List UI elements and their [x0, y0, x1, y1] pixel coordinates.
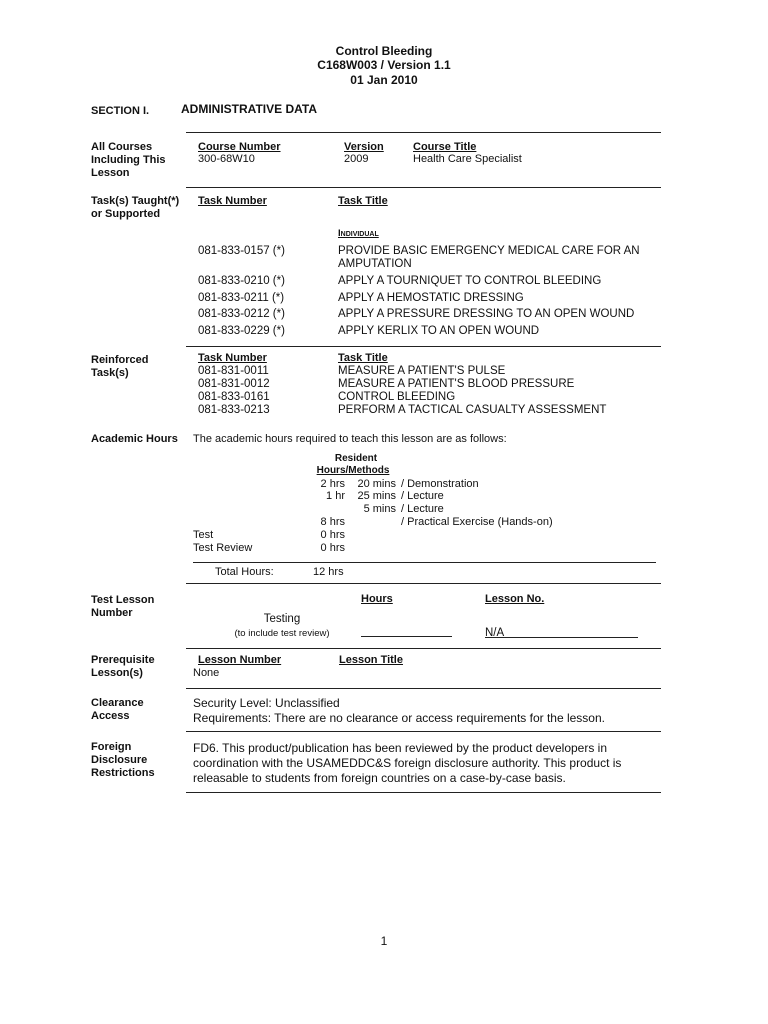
divider — [186, 688, 661, 689]
task-title-cont: AMPUTATION — [338, 258, 412, 270]
lesson-no-line — [485, 637, 638, 638]
prerequisite-label: Prerequisite Lesson(s) — [91, 654, 155, 679]
testing-label: Testing — [263, 613, 301, 625]
clearance-label: Clearance Access — [91, 697, 144, 722]
doc-version: C168W003 / Version 1.1 — [317, 58, 451, 72]
reinforced-task-number: 081-833-0213 — [198, 404, 270, 416]
minutes-value: 5 mins — [363, 503, 396, 515]
hours-blank-line — [361, 636, 452, 637]
hours-value: 2 hrs — [320, 478, 345, 490]
total-hours-label: Total Hours: — [215, 566, 274, 578]
clearance-requirements: Requirements: There are no clearance or access requirements for the lesson. — [193, 711, 605, 725]
reinforced-task-title: PERFORM A TACTICAL CASUALTY ASSESSMENT — [338, 404, 607, 416]
reinforced-task-number: 081-833-0161 — [198, 391, 270, 403]
testing-note: (to include test review) — [234, 628, 330, 639]
method-value: / Practical Exercise (Hands-on) — [401, 516, 553, 528]
method-value: / Demonstration — [401, 478, 479, 490]
lesson-no-value: N/A — [485, 627, 505, 639]
task-title: PROVIDE BASIC EMERGENCY MEDICAL CARE FOR AN — [338, 245, 640, 257]
divider — [186, 792, 661, 793]
test-row-name: Test — [193, 529, 214, 541]
task-number: 081-833-0212 (*) — [198, 308, 285, 320]
foreign-disclosure-line: coordination with the USAMEDDC&S foreign disclosure authority. This product is — [193, 756, 622, 770]
divider — [186, 187, 661, 188]
course-title-header: Course Title — [413, 141, 477, 153]
course-version: 2009 — [344, 153, 369, 165]
divider — [186, 346, 661, 347]
foreign-disclosure-line: releasable to students from foreign countries on a case-by-case basis. — [193, 771, 566, 785]
task-number-header: Task Number — [198, 195, 267, 207]
foreign-disclosure-label: Foreign Disclosure Restrictions — [91, 741, 155, 779]
reinforced-task-title: MEASURE A PATIENT'S BLOOD PRESSURE — [338, 378, 575, 390]
hours-methods-header: Hours/Methods — [316, 465, 390, 476]
tasks-label: Task(s) Taught(*) or Supported — [91, 195, 180, 220]
task-title: APPLY A PRESSURE DRESSING TO AN OPEN WOUND — [338, 308, 635, 320]
total-hours-value: 12 hrs — [313, 566, 344, 578]
reinforced-task-number: 081-831-0011 — [198, 365, 269, 377]
divider — [186, 583, 661, 584]
divider — [186, 731, 661, 732]
task-number: 081-833-0157 (*) — [198, 245, 285, 257]
hours-value: 1 hr — [326, 490, 345, 502]
lesson-title-header: Lesson Title — [339, 654, 403, 666]
method-value: / Lecture — [401, 503, 444, 515]
divider — [186, 648, 661, 649]
reinforced-task-number: 081-831-0012 — [198, 378, 270, 390]
reinforced-title-header: Task Title — [338, 352, 388, 364]
method-value: / Lecture — [401, 490, 444, 502]
minutes-value: 25 mins — [357, 490, 396, 502]
reinforced-task-title: CONTROL BLEEDING — [338, 391, 456, 403]
academic-label: Academic Hours — [91, 433, 178, 445]
foreign-disclosure-line: FD6. This product/publication has been reviewed by the product developers in — [193, 741, 608, 755]
task-title: APPLY A HEMOSTATIC DRESSING — [338, 292, 524, 304]
reinforced-task-title: MEASURE A PATIENT'S PULSE — [338, 365, 506, 377]
test-hours-header: Hours — [361, 593, 393, 605]
section-label: SECTION I. — [91, 105, 150, 117]
doc-date: 01 Jan 2010 — [350, 73, 418, 87]
course-number: 300-68W10 — [198, 153, 255, 165]
divider — [193, 562, 656, 563]
lesson-number-header: Lesson Number — [198, 654, 282, 666]
hours-value: 8 hrs — [320, 516, 345, 528]
security-level: Security Level: Unclassified — [193, 696, 340, 710]
task-title-header: Task Title — [338, 195, 388, 207]
task-number: 081-833-0229 (*) — [198, 325, 285, 337]
section-title: ADMINISTRATIVE DATA — [181, 102, 317, 116]
hours-value: 0 hrs — [320, 542, 345, 554]
test-lesson-label: Test Lesson Number — [91, 594, 155, 619]
course-number-header: Course Number — [198, 141, 281, 153]
academic-intro: The academic hours required to teach this lesson are as follows: — [193, 433, 507, 445]
task-title: APPLY KERLIX TO AN OPEN WOUND — [338, 325, 540, 337]
course-title: Health Care Specialist — [413, 153, 522, 165]
prerequisite-value: None — [193, 667, 220, 679]
test-review-row-name: Test Review — [193, 542, 253, 554]
task-number: 081-833-0211 (*) — [198, 292, 285, 304]
minutes-value: 20 mins — [357, 478, 396, 490]
doc-title: Control Bleeding — [335, 44, 433, 58]
reinforced-label: Reinforced Task(s) — [91, 354, 149, 379]
page-number: 1 — [380, 934, 388, 948]
task-number: 081-833-0210 (*) — [198, 275, 285, 287]
reinforced-number-header: Task Number — [198, 352, 267, 364]
task-group-label: Individual — [338, 228, 379, 239]
resident-header: Resident — [334, 453, 378, 464]
task-title: APPLY A TOURNIQUET TO CONTROL BLEEDING — [338, 275, 602, 287]
version-header: Version — [344, 141, 384, 153]
lesson-no-header: Lesson No. — [485, 593, 545, 605]
courses-label: All Courses Including This Lesson — [91, 141, 166, 179]
hours-value: 0 hrs — [320, 529, 345, 541]
divider — [186, 132, 661, 133]
